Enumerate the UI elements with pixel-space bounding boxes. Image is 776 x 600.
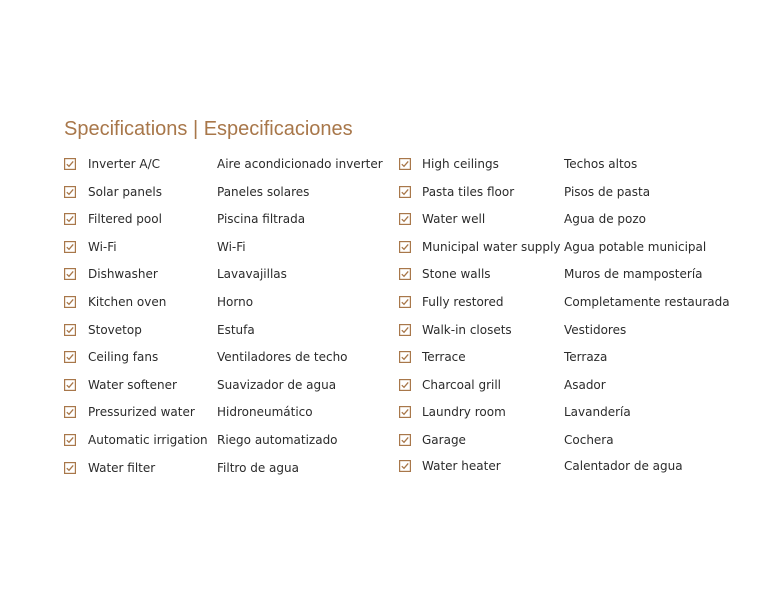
checkbox-checked-icon <box>399 158 411 170</box>
spec-label-en: Laundry room <box>422 405 506 420</box>
spec-label-es: Wi-Fi <box>217 239 246 254</box>
spec-label-es: Agua potable municipal <box>564 239 707 254</box>
spec-label-es: Asador <box>564 377 606 392</box>
spec-label-es: Lavavajillas <box>217 267 287 282</box>
checkbox-checked-icon <box>399 434 411 446</box>
checkbox-checked-icon <box>64 213 76 225</box>
spec-label-es: Agua de pozo <box>564 212 647 227</box>
spec-label-en: Terrace <box>422 350 466 365</box>
spec-label-en: Inverter A/C <box>88 157 161 171</box>
spec-label-en: Wi-Fi <box>88 239 117 254</box>
checkbox-checked-icon <box>399 406 411 418</box>
spec-label-es: Paneles solares <box>217 184 310 199</box>
spec-label-en: Water softener <box>88 377 177 392</box>
spec-label-en: Dishwasher <box>88 267 158 282</box>
page-title: Specifications | Especificaciones <box>64 118 353 140</box>
checkbox-checked-icon <box>64 406 76 418</box>
checkbox-checked-icon <box>399 324 411 336</box>
spec-label-en: Automatic irrigation <box>88 432 208 447</box>
spec-label-es: Lavandería <box>564 405 631 420</box>
spec-label-en: Stone walls <box>422 267 491 282</box>
spec-label-en: Kitchen oven <box>88 294 167 309</box>
spec-label-en: Filtered pool <box>88 212 162 227</box>
spec-label-en: Water well <box>422 212 486 227</box>
checkbox-checked-icon <box>64 379 76 391</box>
spec-label-es: Estufa <box>217 322 255 337</box>
spec-label-es: Horno <box>217 294 254 309</box>
spec-label-en: Solar panels <box>88 184 162 199</box>
checkbox-checked-icon <box>399 213 411 225</box>
spec-label-es: Ventiladores de techo <box>217 350 348 365</box>
checkbox-checked-icon <box>64 186 76 198</box>
spec-label-en: Pasta tiles floor <box>422 184 515 199</box>
spec-label-en: Ceiling fans <box>88 350 159 365</box>
spec-label-en: Charcoal grill <box>422 377 502 392</box>
spec-label-es: Piscina filtrada <box>217 212 306 227</box>
spec-label-es: Aire acondicionado inverter <box>217 157 383 171</box>
spec-label-es: Suavizador de agua <box>217 377 337 392</box>
spec-label-en: Stovetop <box>88 322 142 337</box>
spec-label-es: Techos altos <box>564 157 638 171</box>
checkbox-checked-icon <box>64 462 76 474</box>
checkbox-checked-icon <box>64 296 76 308</box>
checkbox-checked-icon <box>399 186 411 198</box>
checkbox-checked-icon <box>64 268 76 280</box>
spec-label-en: Walk-in closets <box>422 322 512 337</box>
spec-label-es: Completamente restaurada <box>564 294 730 309</box>
checkbox-checked-icon <box>399 351 411 363</box>
spec-label-es: Cochera <box>564 432 614 447</box>
spec-label-en: Municipal water supply <box>422 239 561 254</box>
spec-label-en: Fully restored <box>422 294 504 309</box>
checkbox-checked-icon <box>64 241 76 253</box>
checkbox-checked-icon <box>399 379 411 391</box>
checkbox-checked-icon <box>64 351 76 363</box>
checkbox-checked-icon <box>399 460 411 472</box>
spec-label-en: Garage <box>422 432 466 447</box>
spec-label-es: Muros de mampostería <box>564 267 703 282</box>
spec-label-es: Terraza <box>564 350 608 365</box>
spec-label-en: High ceilings <box>422 157 499 171</box>
spec-label-en: Pressurized water <box>88 405 195 420</box>
spec-label-es: Hidroneumático <box>217 405 313 420</box>
checkbox-checked-icon <box>64 324 76 336</box>
checkbox-checked-icon <box>64 158 76 170</box>
spec-label-en: Water heater <box>422 458 501 473</box>
checkbox-checked-icon <box>399 268 411 280</box>
checkbox-checked-icon <box>399 241 411 253</box>
spec-label-es: Riego automatizado <box>217 432 338 447</box>
spec-label-en: Water filter <box>88 460 156 475</box>
checkbox-checked-icon <box>399 296 411 308</box>
spec-label-es: Vestidores <box>564 322 627 337</box>
spec-label-es: Calentador de agua <box>564 458 683 473</box>
spec-label-es: Filtro de agua <box>217 460 299 475</box>
spec-label-es: Pisos de pasta <box>564 184 651 199</box>
checkbox-checked-icon <box>64 434 76 446</box>
